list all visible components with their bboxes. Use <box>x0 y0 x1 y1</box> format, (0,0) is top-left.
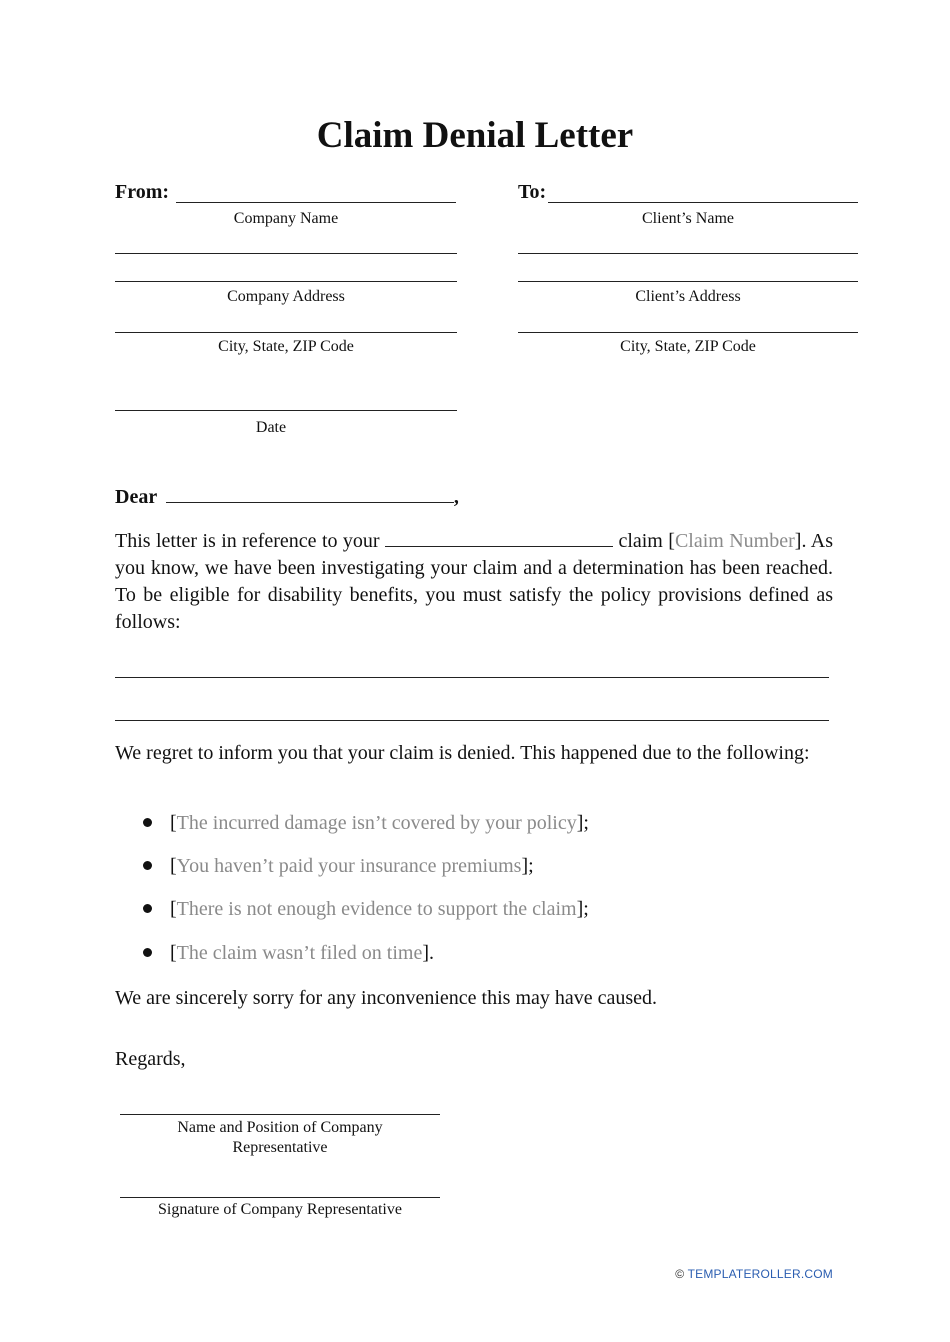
list-item <box>143 855 534 878</box>
client-address-line-2[interactable] <box>518 281 858 282</box>
reason-placeholder[interactable]: The incurred damage isn’t covered by your policy <box>176 812 577 834</box>
recipient-name-field[interactable] <box>166 502 454 503</box>
list-item <box>143 812 589 835</box>
closing: Regards, <box>115 1048 186 1070</box>
bracket-close: ]; <box>576 812 589 834</box>
company-city-caption: City, State, ZIP Code <box>218 338 354 355</box>
footer-credit <box>675 1267 833 1281</box>
salutation-comma: , <box>453 486 459 508</box>
p1-rest: As you know, we have been investigating your claim and a determination has been reached. To be eligible for disability benefits, you must satisfy the policy provisions defined as follows: <box>115 530 833 633</box>
list-item <box>143 942 434 965</box>
policy-provisions-line-1[interactable] <box>115 677 829 678</box>
salutation-label: Dear <box>115 486 157 508</box>
p1-start: This letter is in reference to your <box>115 530 380 552</box>
claim-number-placeholder[interactable]: Claim Number <box>674 530 795 552</box>
company-address-line-1[interactable] <box>115 253 457 254</box>
bracket-open: [ <box>170 898 177 920</box>
bullet-icon <box>143 904 152 913</box>
client-city-field[interactable] <box>518 332 858 333</box>
client-city-caption: City, State, ZIP Code <box>620 338 756 355</box>
from-label: From: <box>115 181 170 203</box>
client-address-caption: Client’s Address <box>635 288 741 305</box>
company-address-line-2[interactable] <box>115 281 457 282</box>
signature-field[interactable] <box>120 1197 440 1198</box>
reason-placeholder[interactable]: There is not enough evidence to support the claim <box>176 898 577 920</box>
signature-caption: Signature of Company Representative <box>158 1201 402 1218</box>
reason-placeholder[interactable]: You haven’t paid your insurance premiums <box>176 855 522 877</box>
bullet-icon <box>143 818 152 827</box>
company-address-caption: Company Address <box>227 288 345 305</box>
salutation <box>115 486 459 509</box>
bracket-open: [ <box>170 812 177 834</box>
company-name-caption: Company Name <box>233 210 339 227</box>
p1-claim: claim [ <box>618 530 675 552</box>
policy-provisions-line-2[interactable] <box>115 720 829 721</box>
name-position-caption: Name and Position of Company Representative <box>177 1119 383 1156</box>
bullet-icon <box>143 861 152 870</box>
copyright-icon: © <box>675 1267 685 1281</box>
bracket-close: ]. <box>422 942 435 964</box>
reason-placeholder[interactable]: The claim wasn’t filed on time <box>176 942 423 964</box>
company-city-field[interactable] <box>115 332 457 333</box>
list-item <box>143 898 589 921</box>
paragraph-apology: We are sincerely sorry for any inconvenience this may have caused. <box>115 987 658 1009</box>
footer-link[interactable]: TEMPLATEROLLER.COM <box>687 1267 833 1281</box>
bracket-close: ]; <box>576 898 589 920</box>
paragraph-reference <box>115 528 833 636</box>
to-label: To: <box>518 181 547 203</box>
date-field[interactable] <box>115 410 457 411</box>
claim-type-field[interactable] <box>385 546 613 547</box>
bracket-open: [ <box>170 855 177 877</box>
client-name-caption: Client’s Name <box>642 210 734 227</box>
bracket-open: [ <box>170 942 177 964</box>
paragraph-denial: We regret to inform you that your claim is denied. This happened due to the following: <box>115 742 810 764</box>
p1-end: ]. <box>794 530 807 552</box>
bullet-icon <box>143 948 152 957</box>
page-title: Claim Denial Letter <box>316 115 634 156</box>
date-caption: Date <box>255 419 287 436</box>
bracket-close: ]; <box>521 855 534 877</box>
name-position-field[interactable] <box>120 1114 440 1115</box>
client-address-line-1[interactable] <box>518 253 858 254</box>
client-name-field[interactable] <box>548 202 858 203</box>
company-name-field[interactable] <box>176 202 456 203</box>
